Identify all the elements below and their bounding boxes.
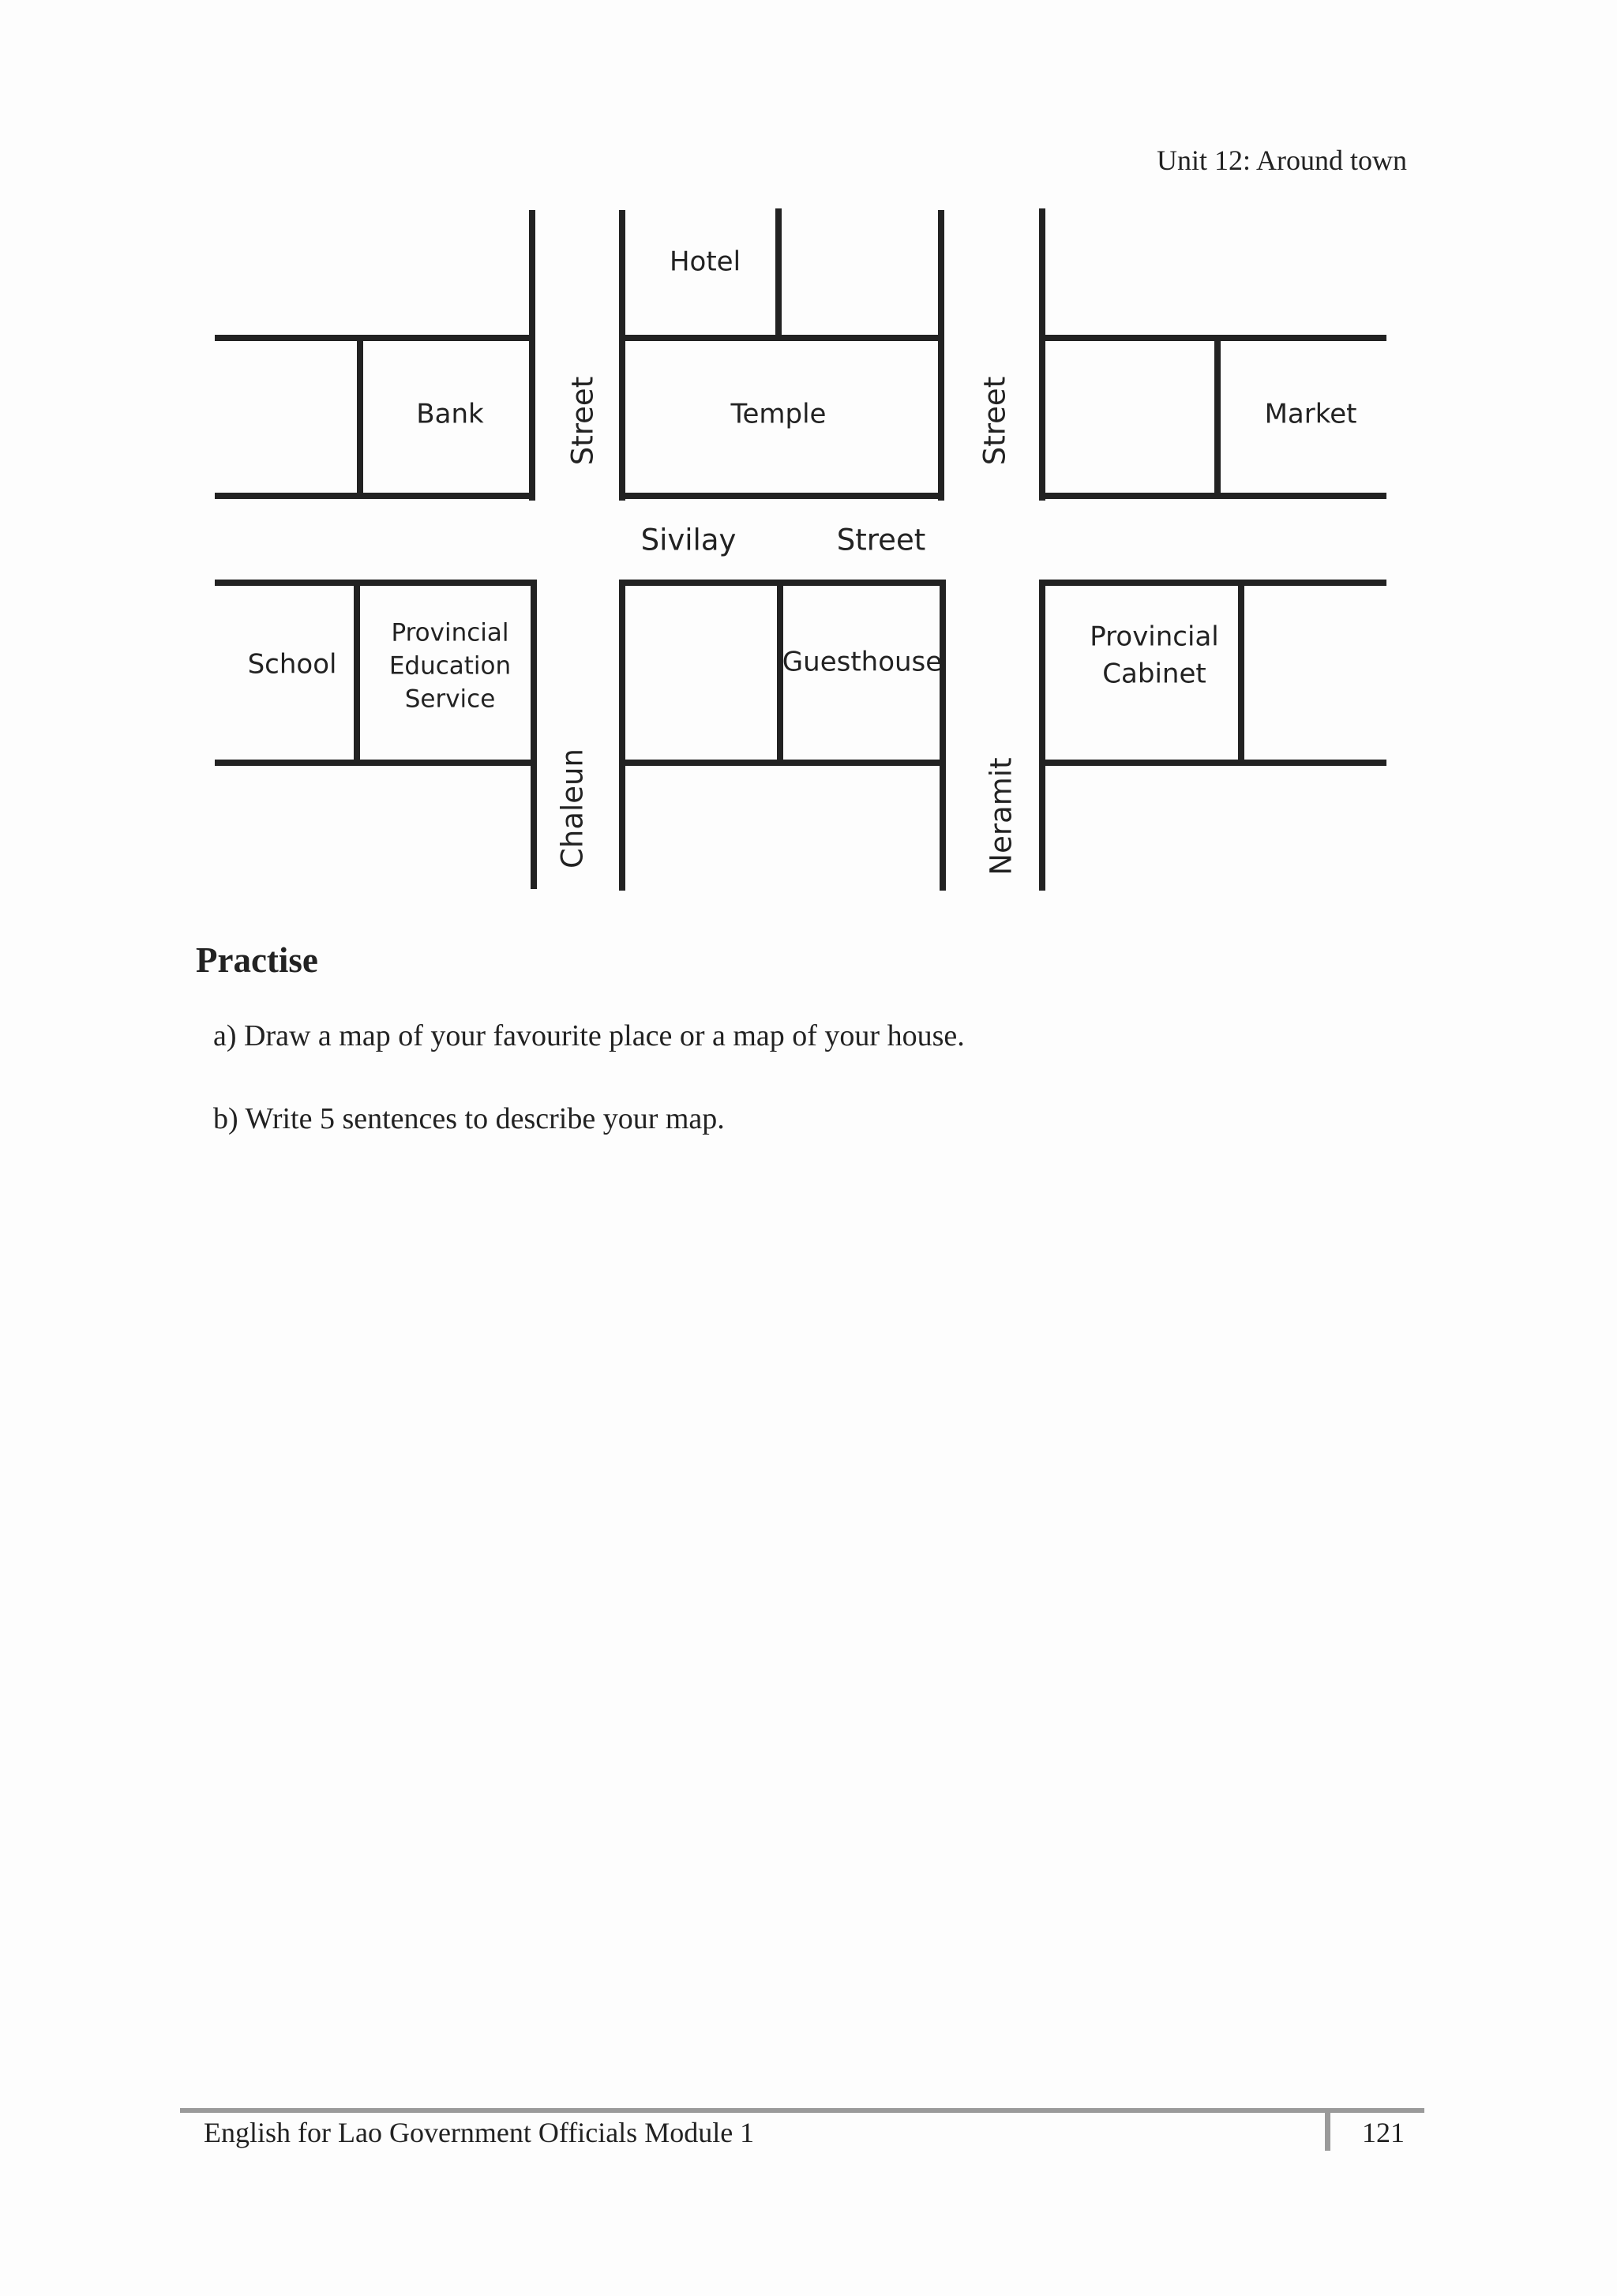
footer-divider bbox=[1325, 2108, 1330, 2151]
label-market: Market bbox=[1264, 398, 1357, 430]
label-street-horizontal: Street bbox=[836, 523, 926, 557]
town-map bbox=[0, 0, 1617, 916]
label-provincial-cabinet-line1: Provincial bbox=[1090, 621, 1219, 653]
label-temple: Temple bbox=[730, 398, 827, 430]
page-number: 121 bbox=[1362, 2117, 1405, 2148]
label-provincial-education-service-line2: Education bbox=[388, 651, 512, 681]
label-provincial-education-service-line3: Service bbox=[404, 685, 496, 714]
label-chaleun: Chaleun bbox=[555, 748, 590, 869]
footer-rule bbox=[180, 2108, 1424, 2113]
block-bottom-middle bbox=[622, 583, 943, 887]
label-neramit: Neramit bbox=[984, 757, 1019, 876]
block-top-right bbox=[1042, 212, 1383, 497]
label-provincial-education-service-line1: Provincial bbox=[391, 618, 509, 647]
task-a: a) Draw a map of your favourite place or a map of your house. bbox=[213, 1019, 965, 1052]
label-street-right-vertical: Street bbox=[977, 376, 1012, 466]
label-school: School bbox=[247, 648, 337, 681]
label-guesthouse: Guesthouse bbox=[782, 646, 943, 678]
block-top-left bbox=[218, 213, 532, 497]
label-sivilay: Sivilay bbox=[640, 523, 737, 557]
running-head: Unit 12: Around town bbox=[1156, 144, 1407, 176]
practise-heading: Practise bbox=[196, 940, 318, 980]
label-provincial-cabinet-line2: Cabinet bbox=[1102, 658, 1206, 690]
label-street-left-vertical: Street bbox=[565, 376, 600, 466]
label-bank: Bank bbox=[416, 398, 484, 430]
label-hotel: Hotel bbox=[669, 246, 741, 278]
footer-book-title: English for Lao Government Officials Module 1 bbox=[204, 2117, 755, 2148]
task-b: b) Write 5 sentences to describe your map. bbox=[213, 1102, 725, 1135]
